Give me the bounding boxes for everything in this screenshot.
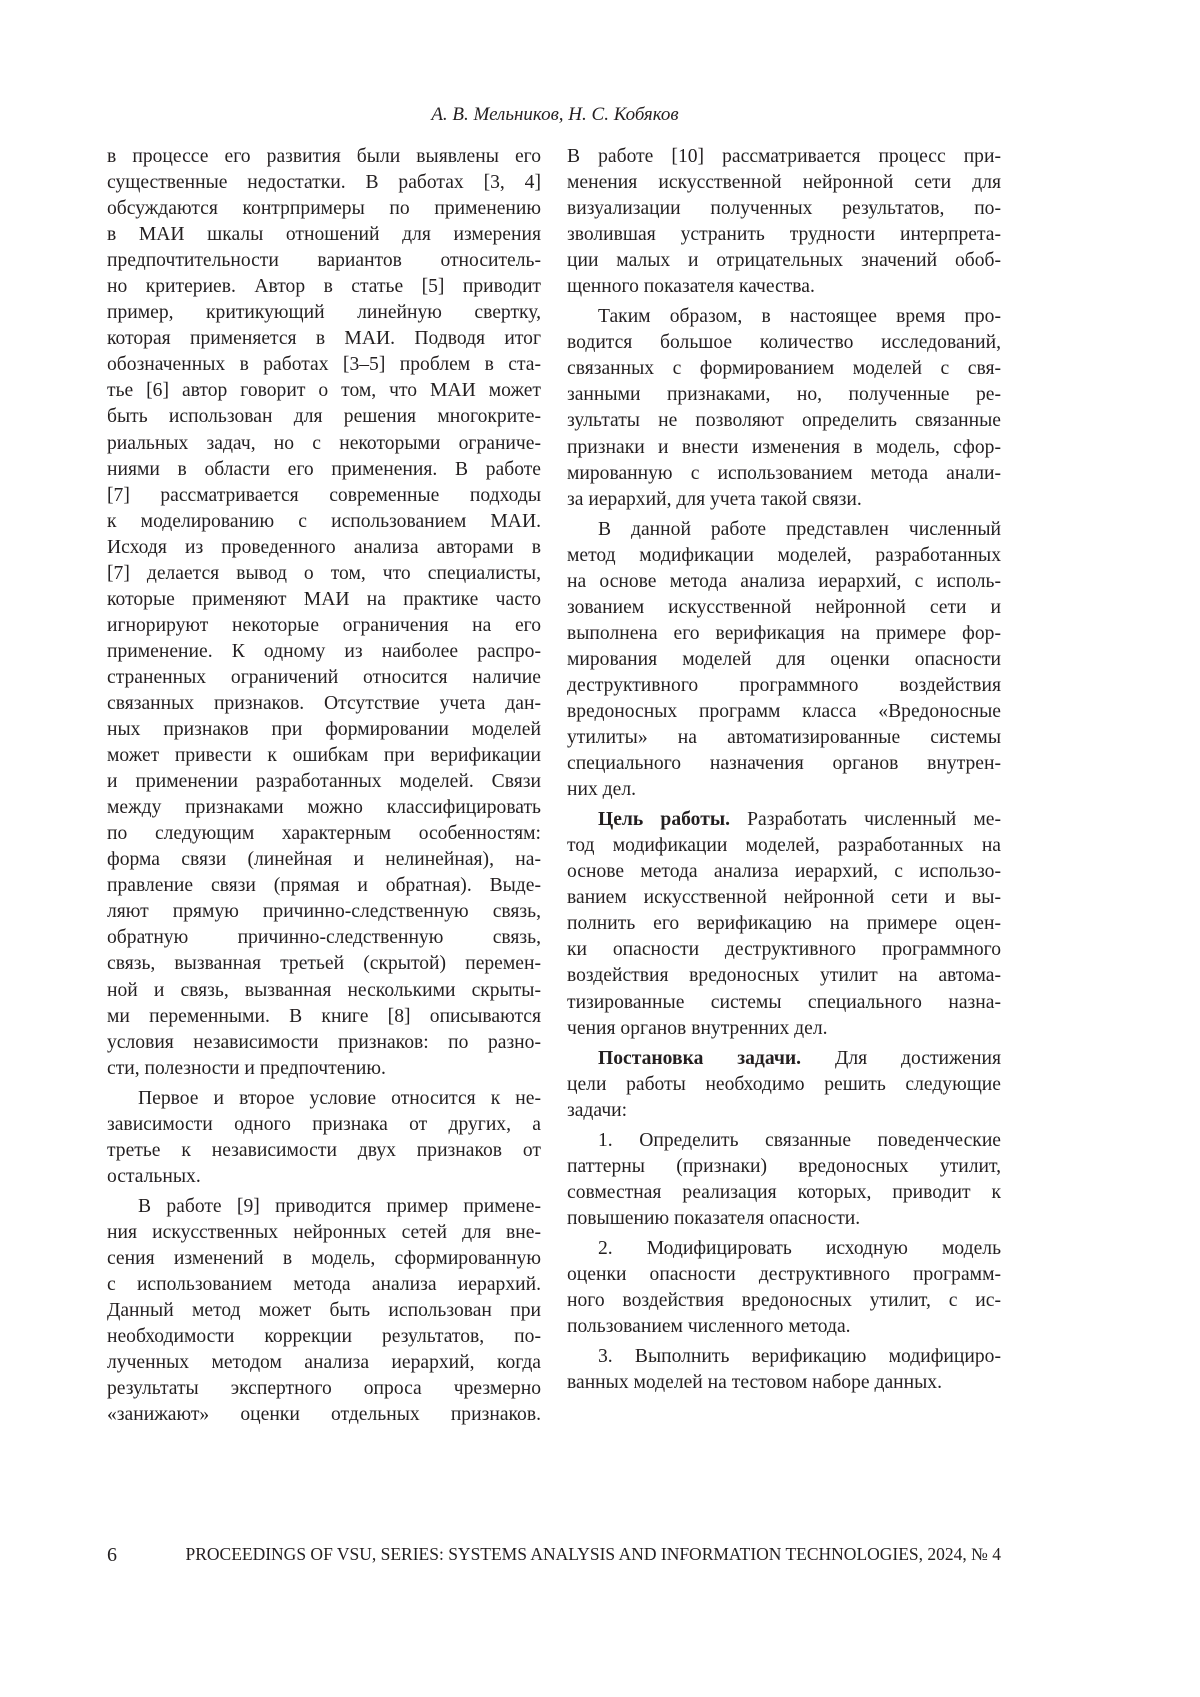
text-line: страненных ограничений относится наличие [107, 665, 541, 691]
text-line: цели работы необходимо решить следующие [567, 1072, 1001, 1098]
text-line: связь, вызванная третьей (скрытой) перемен- [107, 951, 541, 977]
journal-title: PROCEEDINGS OF VSU, SERIES: SYSTEMS ANALYSIS AND INFORMATION TECHNOLOGIES, 2024, № 4 [185, 1544, 1001, 1567]
text-line: задачи: [567, 1098, 1001, 1124]
text-line: признаки и внести изменения в модель, сфор- [567, 435, 1001, 461]
text-line: условия независимости признаков: по разно- [107, 1030, 541, 1056]
text-line: В работе [10] рассматривается процесс при- [567, 144, 1001, 170]
paragraph [107, 144, 541, 1082]
text-line: с использованием метода анализа иерархий. [107, 1272, 541, 1298]
text-line: за иерархий, для учета такой связи. [567, 487, 1001, 513]
text-line: ниями в области его применения. В работе [107, 457, 541, 483]
text-line: между признаками можно классифицировать [107, 795, 541, 821]
text-line: форма связи (линейная и нелинейная), на- [107, 847, 541, 873]
text-line: обозначенных в работах [3–5] проблем в ста- [107, 352, 541, 378]
text-line: обсуждаются контрпримеры по применению [107, 196, 541, 222]
text-line: в МАИ шкалы отношений для измерения [107, 222, 541, 248]
line-text: Для достижения [801, 1048, 1001, 1069]
text-line: на основе метода анализа иерархий, с исполь- [567, 569, 1001, 595]
text-line: тод модификации моделей, разработанных на [567, 833, 1001, 859]
text-line: Исходя из проведенного анализа авторами в [107, 535, 541, 561]
text-line: визуализации полученных результатов, по- [567, 196, 1001, 222]
paragraph [567, 517, 1001, 804]
text-line: риальных задач, но с некоторыми ограниче- [107, 431, 541, 457]
paragraph [567, 304, 1001, 512]
text-line: совместная реализация которых, приводит к [567, 1180, 1001, 1206]
text-line: основе метода анализа иерархий, с использо- [567, 859, 1001, 885]
text-line: необходимости коррекции результатов, по- [107, 1324, 541, 1350]
text-line: и применении разработанных моделей. Связи [107, 769, 541, 795]
text-line: ции малых и отрицательных значений обоб- [567, 248, 1001, 274]
text-line: существенные недостатки. В работах [3, 4] [107, 170, 541, 196]
text-line: ванных моделей на тестовом наборе данных. [567, 1370, 1001, 1396]
text-line: по следующим характерным особенностям: [107, 821, 541, 847]
text-line: к моделированию с использованием МАИ. [107, 509, 541, 535]
paragraph [567, 1236, 1001, 1340]
text-line: ляют прямую причинно-следственную связь, [107, 899, 541, 925]
text-line: деструктивного программного воздействия [567, 673, 1001, 699]
text-line: пользованием численного метода. [567, 1314, 1001, 1340]
paragraph-lead: Постановка задачи. [598, 1048, 801, 1069]
text-line: быть использован для решения многокрите- [107, 404, 541, 430]
text-line: сения изменений в модель, сформированную [107, 1246, 541, 1272]
text-line: водится большое количество исследований, [567, 330, 1001, 356]
text-line: связанных с формированием моделей с свя- [567, 356, 1001, 382]
paragraph [567, 1344, 1001, 1396]
text-line: тизированные системы специального назна- [567, 990, 1001, 1016]
text-line: зависимости одного признака от других, а [107, 1112, 541, 1138]
text-line: зволившая устранить трудности интерпрета- [567, 222, 1001, 248]
text-line: остальных. [107, 1164, 541, 1190]
page-footer [107, 1544, 1001, 1567]
text-line [567, 1046, 1001, 1072]
text-line: мирования моделей для оценки опасности [567, 647, 1001, 673]
right-column [567, 144, 1001, 1396]
text-line: может привести к ошибкам при верификации [107, 743, 541, 769]
page-number: 6 [107, 1544, 117, 1567]
text-line: лученных методом анализа иерархий, когда [107, 1350, 541, 1376]
paragraph [567, 1128, 1001, 1232]
left-column [107, 144, 541, 1428]
text-line: полнить его верификацию на примере оцен- [567, 911, 1001, 937]
text-line: но критериев. Автор в статье [5] приводит [107, 274, 541, 300]
text-line: ния искусственных нейронных сетей для вне- [107, 1220, 541, 1246]
paragraph [567, 1046, 1001, 1124]
paragraph [567, 807, 1001, 1041]
text-line: чения органов внутренних дел. [567, 1016, 1001, 1042]
text-line: предпочтительности вариантов относитель- [107, 248, 541, 274]
text-line: В данной работе представлен численный [567, 517, 1001, 543]
text-line: ванием искусственной нейронной сети и вы- [567, 885, 1001, 911]
text-line: зованием искусственной нейронной сети и [567, 595, 1001, 621]
text-line: ми переменными. В книге [8] описываются [107, 1004, 541, 1030]
text-line: утилиты» на автоматизированные системы [567, 725, 1001, 751]
text-line: применение. К одному из наиболее распро- [107, 639, 541, 665]
text-line: сти, полезности и предпочтению. [107, 1056, 541, 1082]
text-line: 1. Определить связанные поведенческие [567, 1128, 1001, 1154]
text-line: обратную причинно-следственную связь, [107, 925, 541, 951]
text-line: занными признаками, но, полученные ре- [567, 382, 1001, 408]
line-text: Разработать численный ме- [730, 809, 1001, 830]
paragraph [107, 1194, 541, 1428]
text-line: в процессе его развития были выявлены его [107, 144, 541, 170]
text-line: тье [6] автор говорит о том, что МАИ может [107, 378, 541, 404]
text-line: метод модификации моделей, разработанных [567, 543, 1001, 569]
text-line: ной и связь, вызванная несколькими скрыты- [107, 978, 541, 1004]
text-line: третье к независимости двух признаков от [107, 1138, 541, 1164]
text-line: связанных признаков. Отсутствие учета дан- [107, 691, 541, 717]
text-line: выполнена его верификация на примере фор- [567, 621, 1001, 647]
text-line: 2. Модифицировать исходную модель [567, 1236, 1001, 1262]
text-line: игнорируют некоторые ограничения на его [107, 613, 541, 639]
text-line: них дел. [567, 777, 1001, 803]
paragraph [107, 1086, 541, 1190]
text-line: специального назначения органов внутрен- [567, 751, 1001, 777]
text-line: менения искусственной нейронной сети для [567, 170, 1001, 196]
text-line: Первое и второе условие относится к не- [107, 1086, 541, 1112]
text-line: вредоносных программ класса «Вредоносные [567, 699, 1001, 725]
paragraph-lead: Цель работы. [598, 809, 730, 830]
text-line: ных признаков при формировании моделей [107, 717, 541, 743]
paragraph [567, 144, 1001, 300]
text-line: Данный метод может быть использован при [107, 1298, 541, 1324]
text-line: воздействия вредоносных утилит на автома- [567, 963, 1001, 989]
text-line: результаты экспертного опроса чрезмерно [107, 1376, 541, 1402]
text-line: ки опасности деструктивного программного [567, 937, 1001, 963]
text-line [567, 807, 1001, 833]
text-line: пример, критикующий линейную свертку, [107, 300, 541, 326]
text-line: 3. Выполнить верификацию модифициро- [567, 1344, 1001, 1370]
text-line: [7] делается вывод о том, что специалисты, [107, 561, 541, 587]
text-line: которые применяют МАИ на практике часто [107, 587, 541, 613]
text-line: правление связи (прямая и обратная). Выде- [107, 873, 541, 899]
text-line: зультаты не позволяют определить связанные [567, 408, 1001, 434]
text-line: «занижают» оценки отдельных признаков. [107, 1402, 541, 1428]
text-line: повышению показателя опасности. [567, 1206, 1001, 1232]
running-header-authors: А. В. Мельников, Н. С. Кобяков [0, 104, 1110, 126]
text-line: щенного показателя качества. [567, 274, 1001, 300]
text-line: мированную с использованием метода анали- [567, 461, 1001, 487]
text-line: [7] рассматривается современные подходы [107, 483, 541, 509]
text-line: которая применяется в МАИ. Подводя итог [107, 326, 541, 352]
text-line: Таким образом, в настоящее время про- [567, 304, 1001, 330]
text-line: В работе [9] приводится пример примене- [107, 1194, 541, 1220]
text-line: ного воздействия вредоносных утилит, с ис- [567, 1288, 1001, 1314]
text-line: паттерны (признаки) вредоносных утилит, [567, 1154, 1001, 1180]
text-line: оценки опасности деструктивного программ- [567, 1262, 1001, 1288]
